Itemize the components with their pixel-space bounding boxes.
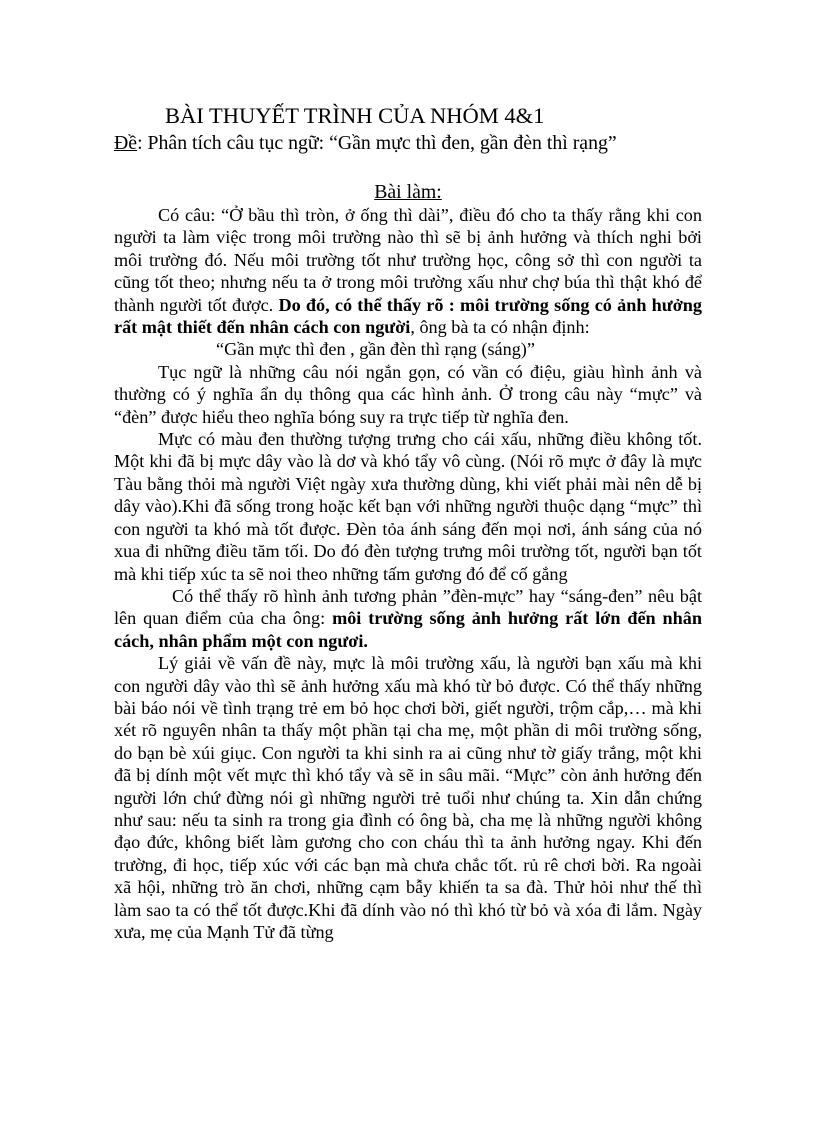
topic-label: Đề <box>114 132 138 154</box>
paragraph-intro-bold: Do đó, có thể thấy rõ : môi trường sống có ảnh hưởng rất mật thiết đến nhân cách con người <box>114 294 702 338</box>
paragraph-contrast-bold: môi trường sống ảnh hưởng rất lớn đến nhân cách, nhân phẩm một con ngươi. <box>114 608 702 651</box>
document-title: BÀI THUYẾT TRÌNH CỦA NHÓM 4&1 <box>165 103 545 128</box>
paragraph-intro-text: Có câu: “Ở bầu thì tròn, ở ống thì dài”, điều đó cho ta thấy rằng khi con người ta làm việc trong môi trường nào thì sẽ bị ảnh hưởng và thích nghi bởi môi trường đó. Nếu môi trường tốt như trường học, công sở thì con người ta cũng tốt theo; nhưng nếu ta ở trong môi trường xấu như chợ búa thì thật khó để thành người tốt được. <box>114 205 702 315</box>
paragraph-explanation: Lý giải về vấn đề này, mực là môi trường xấu, là người bạn xấu mà khi con người dây vào thì sẽ ảnh hưởng xấu mà khó từ bỏ được. Có thể thấy những bài báo nói về tình trạng trẻ em bỏ học chơi bời, giết người, trộm cắp,… mà khi xét rõ nguyên nhân ta thấy một phần tại cha mẹ, một phần di môi trường sống, do bạn bè xúi giục. Con người ta khi sinh ra ai cũng như tờ giấy trắng, một khi đã bị dính một vết mực thì khó tẩy và sẽ in sâu mãi. “Mực” còn ảnh hưởng đến người lớn chứ đừng nói gì những người trẻ tuổi như chúng ta. Xin dẫn chứng như sau: nếu ta sinh ra trong gia đình có ông bà, cha mẹ là những người không đạo đức, không biết làm gương cho con cháu thì ta ảnh hưởng ngay. Khi đến trường, đi học, tiếp xúc với các bạn mà chưa chắc tốt. rủ rê chơi bời. Ra ngoài xã hội, những trò ăn chơi, những cạm bẫy khiến ta sa đà. Thử hỏi như thế thì làm sao ta có thể tốt được.Khi đã dính vào nó thì khó từ bỏ và xóa đi lắm. Ngày xưa, mẹ của Mạnh Tử đã từng <box>114 653 702 942</box>
document-page <box>114 102 702 943</box>
paragraph-contrast <box>114 585 702 652</box>
paragraph-contrast-text: Có thể thấy rõ hình ảnh tương phản ”đèn-mực” hay “sáng-đen” nêu bật lên quan điểm của cha ông: <box>114 585 702 629</box>
document-topic <box>114 130 702 156</box>
topic-text: : Phân tích câu tục ngữ: “Gần mực thì đen, gần đèn thì rạng” <box>137 132 617 154</box>
paragraph-definition: Tục ngữ là những câu nói ngắn gọn, có vần có điệu, giàu hình ảnh và thường có ý nghĩa ẩn dụ thông qua các hình ảnh. Ở trong câu này “mực” và “đèn” được hiểu theo nghĩa bóng suy ra trực tiếp từ nghĩa đen. <box>114 361 702 427</box>
paragraph-intro-end: , ông bà ta có nhận định: <box>410 317 590 338</box>
paragraph-intro <box>114 204 702 338</box>
paragraph-ink-light: Mực có màu đen thường tượng trưng cho cái xấu, những điều không tốt. Một khi đã bị mực dây vào là dơ và khó tẩy vô cùng. (Nói rõ mực ở đây là mực Tàu bằng thỏi mà người Việt ngày xưa thường dùng, khi viết phải mài nên dễ bị dây vào).Khi đã sống trong hoặc kết bạn với những người thuộc dạng “mực” thì con người ta khó mà tốt được. Đèn tỏa ánh sáng đến mọi nơi, ánh sáng của nó xua đi những điều tăm tối. Do đó đèn tượng trưng môi trường tốt, người bạn tốt mà khi tiếp xúc ta sẽ noi theo những tấm gương đó để cố gắng <box>114 429 702 584</box>
section-heading: Bài làm: <box>374 181 442 203</box>
proverb-quote: “Gần mực thì đen , gần đèn thì rạng (sáng)” <box>216 339 535 360</box>
